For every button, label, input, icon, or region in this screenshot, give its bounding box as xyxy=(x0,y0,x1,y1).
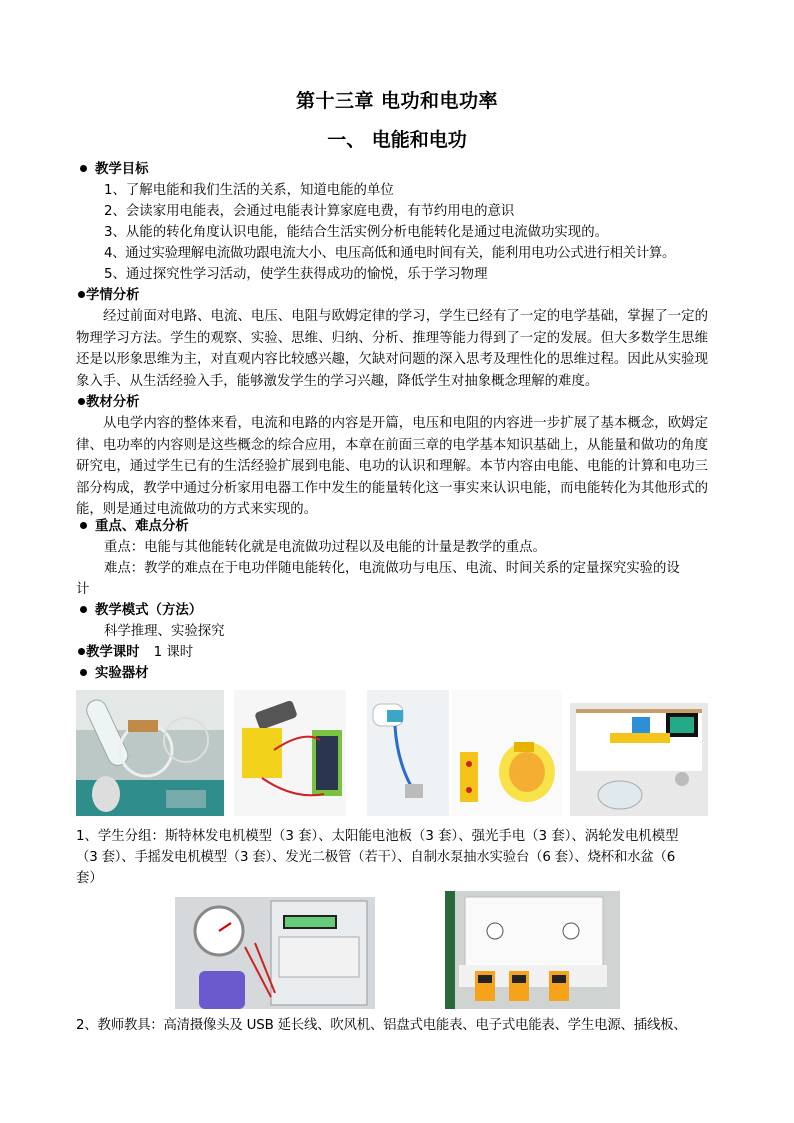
bullet-icon xyxy=(80,606,87,613)
mode-text: 科学推理、实验探究 xyxy=(104,624,225,639)
objective-item: 4、通过实验理解电流做功跟电流大小、电压高低和通电时间有关，能利用电功公式进行相关计算。 xyxy=(104,246,676,261)
bullet-icon xyxy=(80,522,87,529)
objectives-heading: 教学目标 xyxy=(80,159,149,180)
flashlight-photo xyxy=(367,690,449,816)
objective-item: 5、通过探究性学习活动，使学生获得成功的愉悦，乐于学习物理 xyxy=(104,267,488,282)
objective-item: 1、了解电能和我们生活的关系，知道电能的单位 xyxy=(104,183,394,198)
difficult-point-cont: 计 xyxy=(76,582,90,597)
material-heading: 教材分析 xyxy=(78,392,140,413)
section-title: 一、 电能和电功 xyxy=(327,129,467,151)
mode-heading: 教学模式（方法） xyxy=(80,600,202,621)
bullet-icon xyxy=(78,398,85,405)
bullet-icon xyxy=(80,165,87,172)
student-equipment-line: 1、学生分组：斯特林发电机模型（3 套）、太阳能电池板（3 套）、强光手电（3 套）、涡轮发电机模型 xyxy=(76,829,679,844)
solar-panel-photo xyxy=(234,690,346,816)
turbine-generator-photo xyxy=(452,690,562,816)
objective-item: 2、会读家用电能表，会通过电能表计算家庭电费，有节约用电的意识 xyxy=(104,204,515,219)
bullet-icon xyxy=(78,648,85,655)
material-paragraph: 从电学内容的整体来看，电流和电路的内容是开篇，电压和电阻的内容进一步扩展了基本概念，欧姆定律、电功率的内容则是这些概念的综合应用，本章在前面三章的电学基本知识基础上，从能量和做功的角度研究电，通过学生已有的生活经验扩展到电能、电功的认识和理解。本节内容由电能、电能的计算和电功三部分构成，教学中通过分析家用电器工作中发生的能量转化这一事实来认识电能，而电能转化为其他形式的能，则是通过电流做功的方式来实现的。 xyxy=(76,416,708,517)
teacher-equipment-line: 2、教师教具：高清摄像头及 USB 延长线、吹风机、铝盘式电能表、电子式电能表、学生电源、插线板、 xyxy=(76,1018,687,1033)
chapter-title: 第十三章 电功和电功率 xyxy=(295,90,499,112)
students-heading: 学情分析 xyxy=(78,285,140,306)
equipment-heading: 实验器材 xyxy=(80,663,149,684)
bullet-icon xyxy=(80,669,87,676)
objective-item: 3、从能的转化角度认识电能，能结合生活实例分析电能转化是通过电流做功实现的。 xyxy=(104,225,608,240)
key-point: 重点：电能与其他能转化就是电流做功过程以及电能的计量是教学的重点。 xyxy=(104,540,546,555)
energy-meter-photo xyxy=(175,897,375,1009)
hours-line: 教学课时 1 课时 xyxy=(78,642,193,663)
students-paragraph: 经过前面对电路、电流、电压、电阻与欧姆定律的学习，学生已经有了一定的电学基础，掌握了一定的物理学习方法。学生的观察、实验、思维、归纳、分析、推理等能力得到了一定的发展。但大多数学生思维还是以形象思维为主，对直观内容比较感兴趣，欠缺对问题的深入思考及理性化的思维过程。因此从实验现象入手、从生活经验入手，能够激发学生的学习兴趣，降低学生对抽象概念理解的难度。 xyxy=(76,309,708,389)
electric-work-experiment-photo xyxy=(445,891,620,1009)
stirling-generator-photo xyxy=(76,690,224,816)
difficult-point: 难点：教学的难点在于电功伴随电能转化，电流做功与电压、电流、时间关系的定量探究实验的设 xyxy=(104,561,680,576)
bullet-icon xyxy=(78,291,85,298)
keypoints-heading: 重点、难点分析 xyxy=(80,516,189,537)
student-equipment-line: 套） xyxy=(76,871,103,886)
student-equipment-line: （3 套）、手摇发电机模型（3 套）、发光二极管（若干）、自制水泵抽水实验台（6 套）、烧杯和水盆（6 xyxy=(76,850,676,865)
water-pump-stand-photo xyxy=(570,703,708,816)
